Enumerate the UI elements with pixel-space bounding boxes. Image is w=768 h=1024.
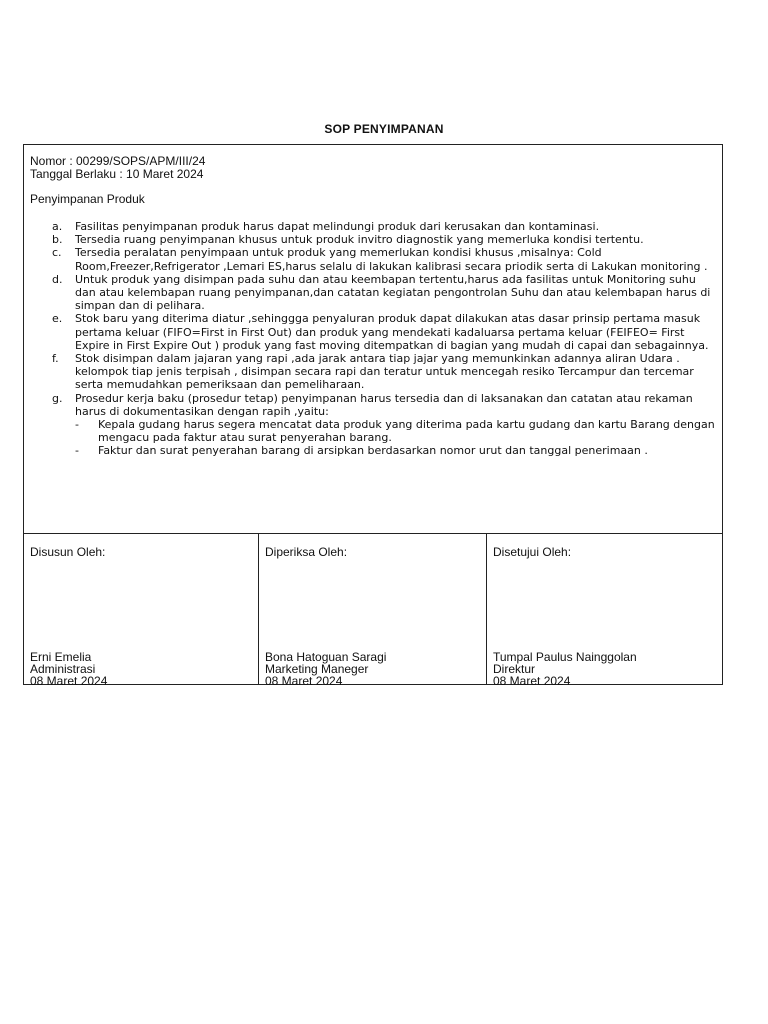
document-title: SOP PENYIMPANAN bbox=[324, 122, 444, 136]
list-marker: b. bbox=[52, 233, 63, 247]
signature-info bbox=[30, 651, 107, 687]
list-marker: e. bbox=[52, 312, 63, 326]
signature-role: Diperiksa Oleh: bbox=[265, 545, 348, 559]
effective-date: Tanggal Berlaku : 10 Maret 2024 bbox=[30, 167, 204, 181]
signature-date: 08 Maret 2024 bbox=[30, 674, 108, 688]
signature-role: Disusun Oleh: bbox=[30, 545, 106, 559]
list-marker: g. bbox=[52, 391, 63, 405]
list-item bbox=[30, 352, 716, 392]
sub-list-item-text: Kepala gudang harus segera mencatat data produk yang diterima pada kartu gudang dan kartu Barang dengan mengacu pada faktur atau surat penyerahan barang. bbox=[98, 418, 715, 445]
list-item-text: Prosedur kerja baku (prosedur tetap) penyimpanan harus tersedia dan di laksanakan dan catatan atau rekaman harus di dokumentasikan dengan rapih ,yaitu: bbox=[75, 391, 693, 418]
section-heading: Penyimpanan Produk bbox=[30, 192, 145, 206]
signature-info bbox=[493, 651, 637, 687]
list-marker: c. bbox=[52, 246, 62, 260]
signature-cell-prepared bbox=[24, 534, 258, 688]
sub-list-marker: - bbox=[75, 444, 79, 458]
list-item-text: Untuk produk yang disimpan pada suhu dan atau keembapan tertentu,harus ada fasilitas untuk Monitoring suhu dan atau kelembapan ruang penyimpanan,dan catatan kegiatan pengontrolan Suhu dan atau kelembapan harus di simpan dan di pelihara. bbox=[75, 272, 711, 313]
document-number: Nomor : 00299/SOPS/APM/III/24 bbox=[30, 154, 206, 168]
signature-cell-checked bbox=[258, 534, 487, 688]
sub-list-item bbox=[30, 444, 716, 457]
signature-row bbox=[24, 533, 722, 688]
signature-date: 08 Maret 2024 bbox=[265, 674, 343, 688]
list-item-text: Fasilitas penyimpanan produk harus dapat melindungi produk dari kerusakan dan kontaminasi. bbox=[75, 220, 600, 233]
signer-position: Direktur bbox=[493, 662, 536, 676]
sop-table bbox=[23, 144, 723, 688]
signer-position: Administrasi bbox=[30, 662, 96, 676]
list-marker: a. bbox=[52, 220, 63, 233]
list-marker: d. bbox=[52, 272, 63, 286]
list-marker: f. bbox=[52, 352, 59, 366]
sub-list-marker: - bbox=[75, 418, 79, 432]
list-item-text: Stok disimpan dalam jajaran yang rapi ,ada jarak antara tiap jajar yang memunkinkan adannya aliran Udara . kelompok tiap jenis terpisah , disimpan secara rapi dan teratur untuk mencegah resiko Tercampur dan tercemar serta memudahkan pemeriksaan dan pemeliharaan. bbox=[75, 352, 694, 392]
signer-position: Marketing Maneger bbox=[265, 662, 369, 676]
signature-cell-approved bbox=[486, 534, 723, 688]
signature-info bbox=[265, 651, 386, 687]
list-item bbox=[30, 233, 716, 246]
signature-date: 08 Maret 2024 bbox=[493, 674, 571, 688]
signer-name: Tumpal Paulus Nainggolan bbox=[493, 650, 637, 664]
list-item-text: Stok baru yang diterima diatur ,sehinggga penyaluran produk dapat dilakukan atas dasar prinsip pertama masuk pertama keluar (FIFO=First in First Out) dan produk yang mendekati kadaluarsa pertama keluar (FEIFEO= First Expire in First Expire Out ) produk yang fast moving ditempatkan di bagian yang mudah di capai dan sebagainnya. bbox=[75, 312, 709, 352]
list-item bbox=[30, 246, 716, 272]
list-item-text: Tersedia ruang penyimpanan khusus untuk produk invitro diagnostik yang memerluka kondisi tertentu. bbox=[75, 233, 644, 247]
signature-role: Disetujui Oleh: bbox=[493, 545, 572, 559]
signer-name: Bona Hatoguan Saragi bbox=[265, 650, 387, 664]
sub-list-item bbox=[30, 418, 716, 444]
procedure-list bbox=[30, 220, 716, 458]
list-item bbox=[30, 220, 716, 233]
list-item-text: Tersedia peralatan penyimpaan untuk produk yang memerlukan kondisi khusus ,misalnya: Cold Room,Freezer,Refrigerator ,Lemari ES,harus selalu di lakukan kalibrasi secara priodik serta di Lakukan monitoring . bbox=[75, 246, 708, 273]
list-item bbox=[30, 273, 716, 313]
sub-list-item-text: Faktur dan surat penyerahan barang di arsipkan berdasarkan nomor urut dan tanggal penerimaan . bbox=[98, 444, 648, 458]
signer-name: Erni Emelia bbox=[30, 650, 92, 664]
list-item bbox=[30, 312, 716, 352]
list-item bbox=[30, 392, 716, 418]
sop-content bbox=[30, 155, 716, 458]
